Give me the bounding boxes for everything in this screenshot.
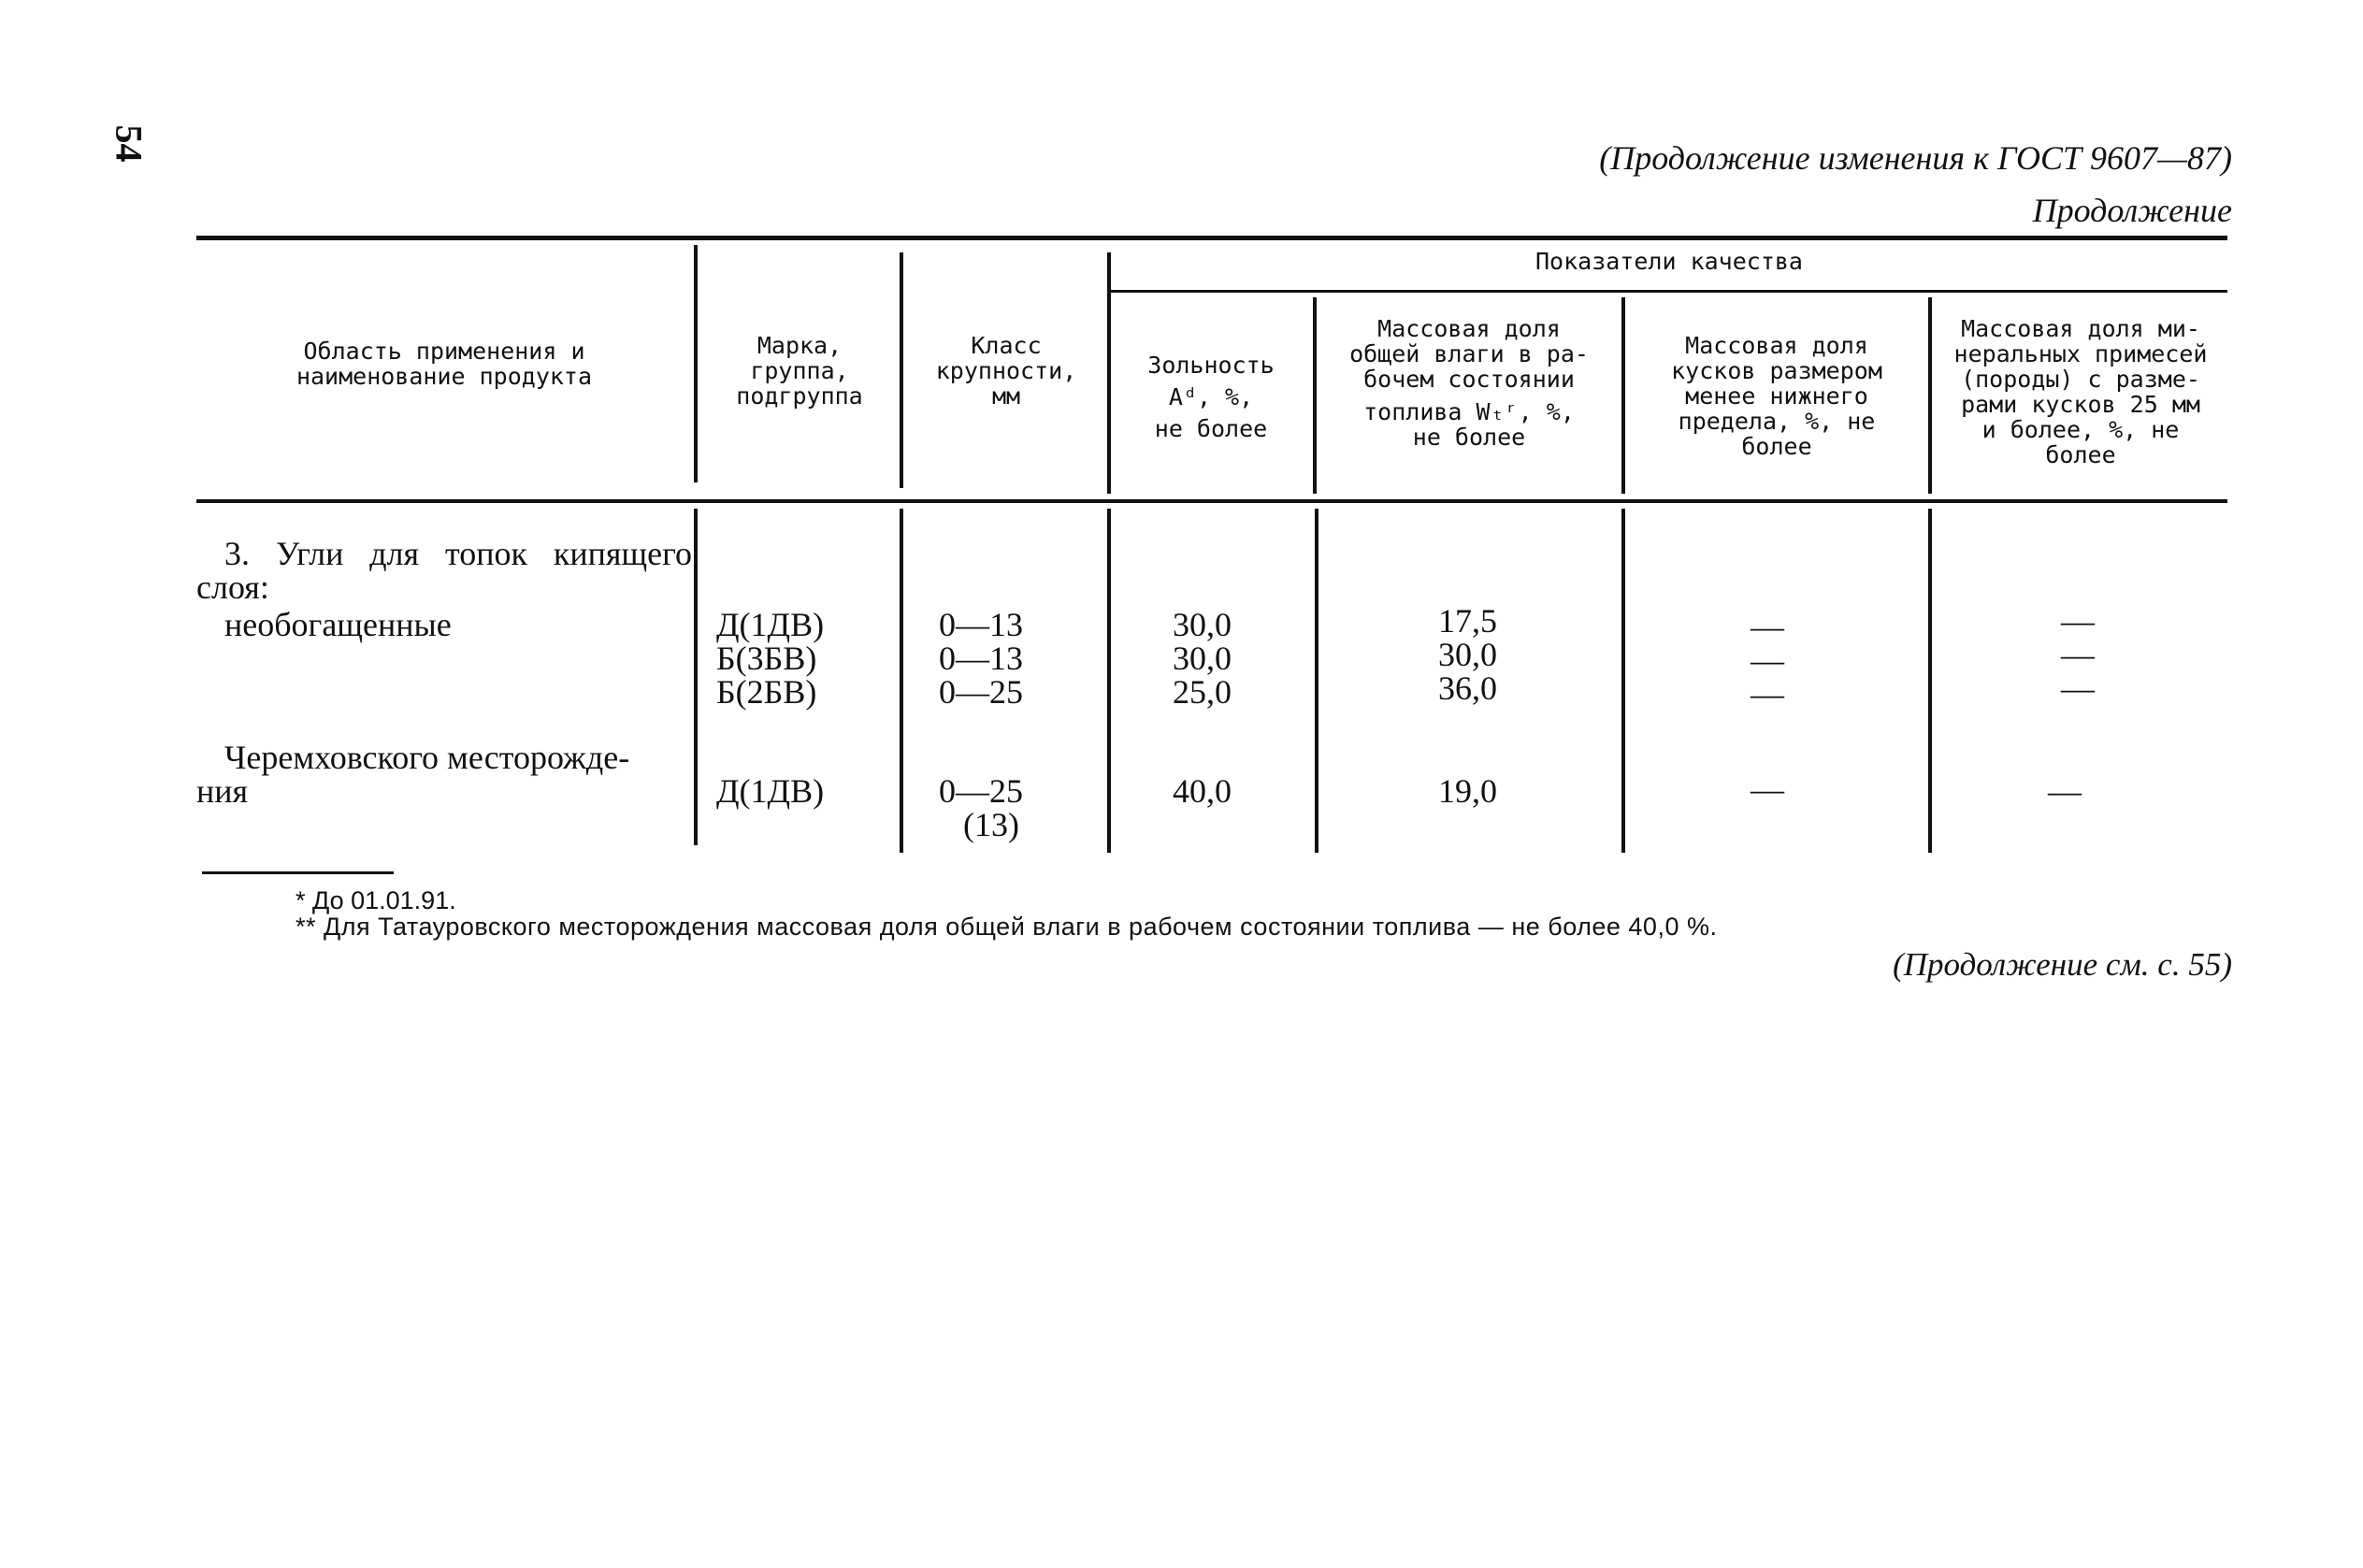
header-ash: Зольность Aᵈ, %, не более [1147, 352, 1275, 442]
table-cell-mineral: — [2048, 772, 2082, 810]
header-mark: Марка, группа, подгруппа [736, 332, 863, 410]
size-class-list: 0—13 0—13 0—25 [939, 606, 1023, 711]
page-number: 54 [108, 124, 151, 163]
continuation-label: Продолжение [2032, 192, 2232, 229]
mineral-list: — — — [2061, 602, 2095, 707]
col-divider [694, 509, 698, 845]
mark-list: Д(1ДВ) Б(3БВ) Б(2БВ) [716, 606, 825, 711]
table-cell-ash: 40,0 [1173, 772, 1232, 810]
header-bottom-rule [196, 499, 2227, 503]
quality-table [196, 236, 2227, 853]
footnote-rule [202, 871, 394, 874]
table-cell-moisture: 19,0 [1438, 772, 1497, 810]
header-mineral: Массовая доля ми- неральных примесей (породы) с разме- рами кусков 25 мм и более, %, не более [1953, 315, 2208, 468]
group-header-rule [1107, 290, 2227, 293]
footnote-2: ** Для Татауровского месторождения массовая доля общей влаги в рабочем состоянии топлива — не более 40,0 %. [295, 913, 1718, 941]
pieces-list: — — — [1751, 608, 1784, 712]
col-divider [694, 245, 698, 482]
col-divider [1928, 509, 1932, 853]
col-divider [1107, 509, 1111, 853]
continuation-note: (Продолжение см. с. 55) [1893, 946, 2232, 983]
moisture-list: 17,5 30,0 36,0 [1438, 602, 1497, 707]
col-divider [1621, 509, 1625, 853]
table-cell-mark: Д(1ДВ) [716, 772, 825, 810]
running-header: (Продолжение изменения к ГОСТ 9607—87) [1599, 139, 2232, 177]
ash-list: 30,0 30,0 25,0 [1173, 606, 1232, 711]
col-divider [1313, 297, 1317, 494]
col-divider [900, 252, 903, 488]
col-divider [1928, 297, 1932, 494]
table-cell-size-class: 0—25 (13) [939, 772, 1023, 843]
subsection-cheremkhovo: Черемховского месторожде- ния [196, 739, 630, 810]
header-size-class: Класс крупности, мм [935, 332, 1077, 410]
subsection-unbeneficiated: необогащенные [224, 606, 452, 643]
table-cell-pieces: — [1751, 770, 1784, 808]
table-top-rule [196, 236, 2227, 240]
header-area: Область применения и наименование продукта [295, 338, 593, 390]
col-divider [1315, 509, 1318, 853]
footnote-1: * До 01.01.91. [295, 886, 456, 914]
group-header: Показатели качества [1535, 248, 1803, 275]
col-divider [1107, 252, 1111, 494]
section-title: 3. Угли для топок кипящего слоя: [196, 535, 692, 606]
header-moisture: Массовая доля общей влаги в ра- бочем состоянии топлива Wₜʳ, %, не более [1349, 315, 1589, 451]
header-pieces: Массовая доля кусков размером менее нижнего предела, %, не более [1671, 332, 1882, 460]
col-divider [1621, 297, 1625, 494]
col-divider [900, 509, 903, 853]
